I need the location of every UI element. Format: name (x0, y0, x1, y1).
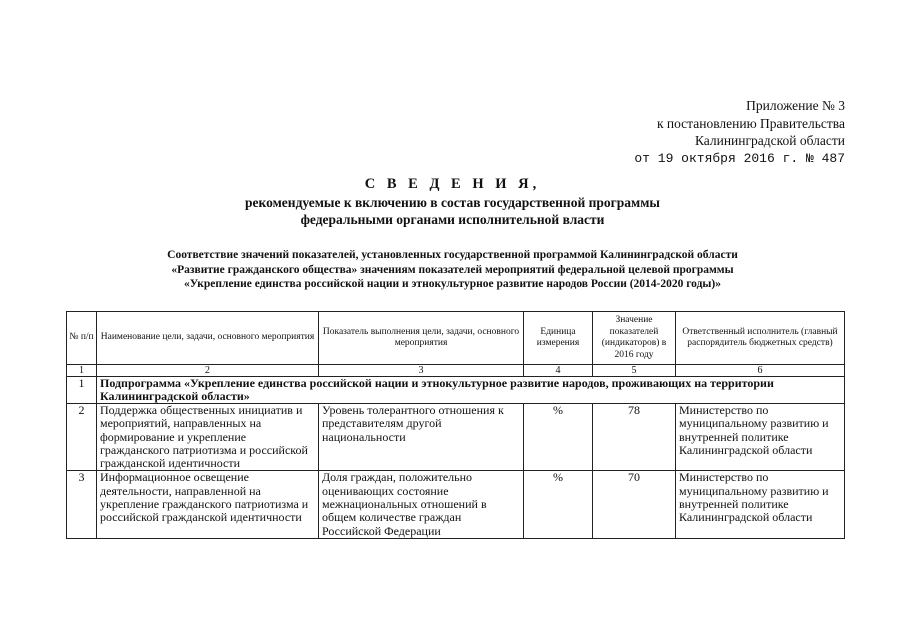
row-number: 1 (67, 377, 97, 404)
row-value: 70 (593, 471, 676, 538)
row-activity-name: Поддержка общественных инициатив и мероприятий, направленных на формирование и укрепление гражданского патриотизма и российской гражданской идентичности (97, 404, 319, 471)
row-executor: Министерство по муниципальному развитию и внутренней политике Калининградской области (676, 471, 845, 538)
header-unit: Единица измерения (524, 312, 593, 365)
column-number: 2 (97, 365, 319, 377)
column-number-row (67, 365, 845, 377)
row-number: 2 (67, 404, 97, 471)
subprogram-row (67, 377, 845, 404)
conformity-line-2: «Развитие гражданского общества» значениям показателей мероприятий федеральной целевой программы (171, 263, 734, 276)
row-number: 3 (67, 471, 97, 538)
column-number: 4 (524, 365, 593, 377)
appendix-header (634, 97, 845, 167)
table-header-row (67, 312, 845, 365)
title-line-1: рекомендуемые к включению в состав государственной программы (245, 195, 660, 210)
row-unit: % (524, 404, 593, 471)
indicators-table (66, 311, 845, 539)
table-row (67, 471, 845, 538)
appendix-resolution: к постановлению Правительства (656, 115, 845, 131)
title-heading: С В Е Д Е Н И Я, (364, 176, 541, 192)
row-unit: % (524, 471, 593, 538)
header-number: № п/п (67, 312, 97, 365)
table-row (67, 404, 845, 471)
row-indicator: Доля граждан, положительно оценивающих состояние межнациональных отношений в общем количестве граждан Российской Федерации (319, 471, 524, 538)
header-indicator: Показатель выполнения цели, задачи, основного мероприятия (319, 312, 524, 365)
column-number: 1 (67, 365, 97, 377)
title-line-2: федеральными органами исполнительной власти (300, 212, 605, 227)
appendix-number: Приложение № 3 (746, 98, 845, 113)
column-number: 5 (593, 365, 676, 377)
column-number: 3 (319, 365, 524, 377)
header-executor: Ответственный исполнитель (главный распорядитель бюджетных средств) (676, 312, 845, 365)
row-value: 78 (593, 404, 676, 471)
subprogram-title: Подпрограмма «Укрепление единства российской нации и этнокультурное развитие народов, проживающих на территории Калининградской области» (97, 377, 845, 404)
row-indicator: Уровень толерантного отношения к представителям другой национальности (319, 404, 524, 471)
appendix-region: Калининградской области (694, 133, 845, 148)
row-executor: Министерство по муниципальному развитию и внутренней политике Калининградской области (676, 404, 845, 471)
appendix-date: от 19 октября 2016 г. № 487 (634, 150, 845, 166)
conformity-line-3: «Укрепление единства российской нации и этнокультурное развитие народов России (2014-2020 годы)» (184, 278, 721, 290)
conformity-statement (0, 248, 905, 292)
document-title (0, 174, 905, 228)
header-value: Значение показателей (индикаторов) в 2016 году (593, 312, 676, 365)
conformity-line-1: Соответствие значений показателей, установленных государственной программой Калининградской области (167, 249, 738, 261)
header-name: Наименование цели, задачи, основного мероприятия (97, 312, 319, 365)
row-activity-name: Информационное освещение деятельности, направленной на укрепление гражданского патриотизма и российской гражданской идентичности (97, 471, 319, 538)
column-number: 6 (676, 365, 845, 377)
